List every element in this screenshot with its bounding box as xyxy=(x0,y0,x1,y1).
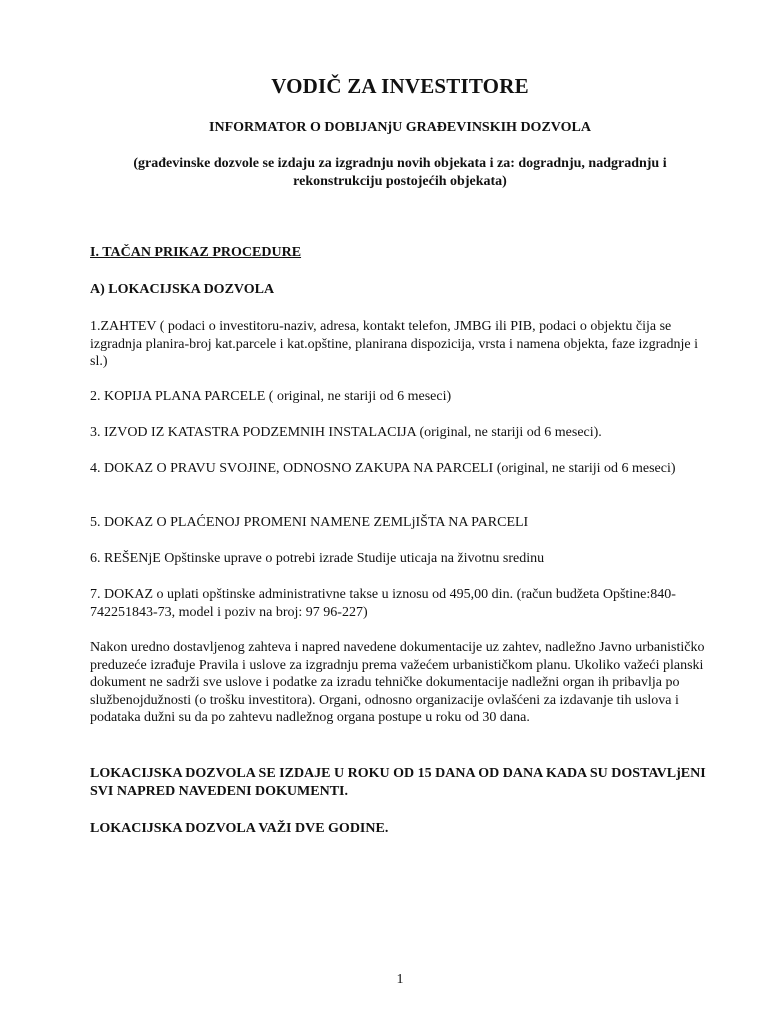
list-item: 6. REŠENjE Opštinske uprave o potrebi izrade Studije uticaja na životnu sredinu xyxy=(90,551,545,566)
notice-validity: LOKACIJSKA DOZVOLA VAŽI DVE GODINE. xyxy=(90,821,389,836)
document-subtitle: INFORMATOR O DOBIJANjU GRAĐEVINSKIH DOZVOLA xyxy=(209,120,591,135)
notice-issuance-deadline: LOKACIJSKA DOZVOLA SE IZDAJE U ROKU OD 15 DANA OD DANA KADA SU DOSTAVLjENI SVI NAPRED NAVEDENI DOKUMENTI. xyxy=(90,766,706,799)
list-item: 1.ZAHTEV ( podaci o investitoru-naziv, adresa, kontakt telefon, JMBG ili PIB, podaci o objektu čija se izgradnja planira-broj kat.parcele i kat.opštine, planirana dispozicija, vrsta i namena objekta, faze izgradnje i sl.) xyxy=(90,319,698,369)
list-item: 3. IZVOD IZ KATASTRA PODZEMNIH INSTALACIJA (original, ne stariji od 6 meseci). xyxy=(90,425,602,440)
list-item: 4. DOKAZ O PRAVU SVOJINE, ODNOSNO ZAKUPA NA PARCELI (original, ne stariji od 6 meseci) xyxy=(90,461,676,476)
list-item: 2. KOPIJA PLANA PARCELE ( original, ne stariji od 6 meseci) xyxy=(90,389,452,404)
subsection-heading: A) LOKACIJSKA DOZVOLA xyxy=(90,282,275,297)
document-note: (građevinske dozvole se izdaju za izgradnju novih objekata i za: dogradnju, nadgradnju i rekonstrukciju postojećih objekata) xyxy=(133,156,667,189)
page-number: 1 xyxy=(396,972,404,987)
document-title: VODIČ ZA INVESTITORE xyxy=(271,74,529,98)
list-item: 7. DOKAZ o uplati opštinske administrativne takse u iznosu od 495,00 din. (račun budžeta Opštine:840-742251843-73, model i poziv na broj: 97 96-227) xyxy=(90,587,676,620)
body-paragraph: Nakon uredno dostavljenog zahteva i napred navedene dokumentacije uz zahtev, nadležno Javno urbanističko preduzeće izrađuje Pravila i uslove za izgradnju prema važećem urbanističkom planu. Ukoliko važeći planski dokument ne sadrži sve uslove i podatke za izradu tehničke dokumentacije nadležni organ ih pribavlja po službenojdužnosti (o trošku investitora). Organi, odnosno organizacije ovlašćeni za izdavanje tih uslova i podataka dužni su da po zahtevu nadležnog organa postupe u roku od 30 dana. xyxy=(90,640,705,725)
list-item: 5. DOKAZ O PLAĆENOJ PROMENI NAMENE ZEMLjIŠTA NA PARCELI xyxy=(90,515,529,530)
section-heading: I. TAČAN PRIKAZ PROCEDURE xyxy=(90,245,302,260)
